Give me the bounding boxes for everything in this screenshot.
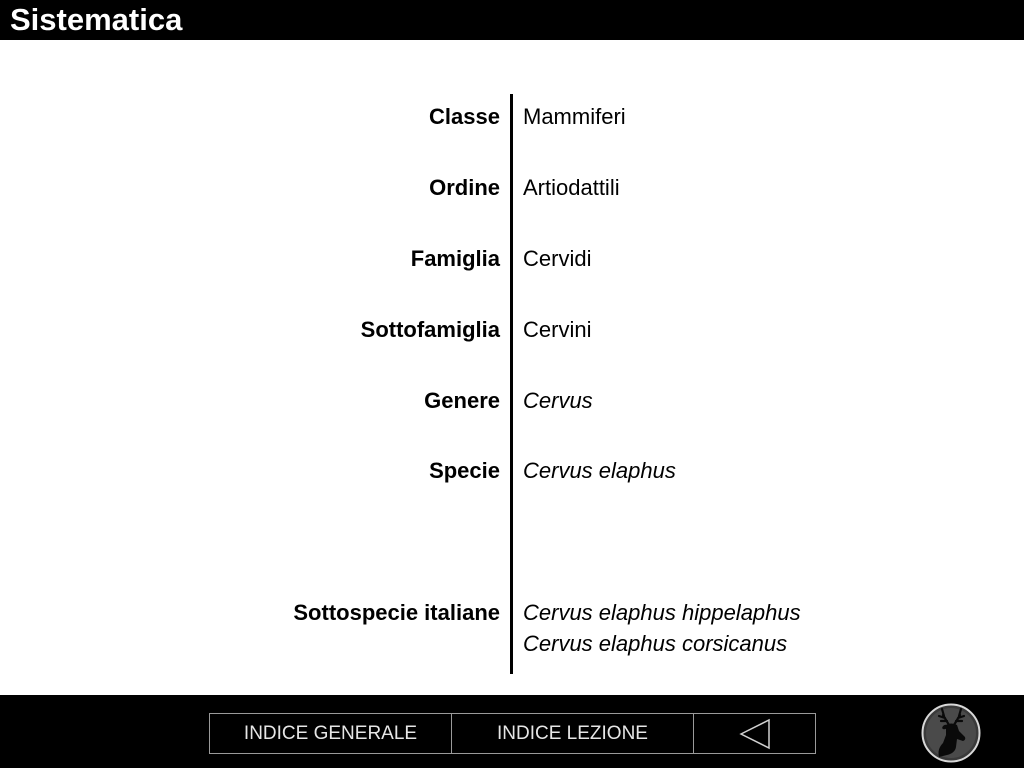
back-button[interactable] (694, 714, 815, 753)
label-ordine: Ordine (429, 175, 500, 200)
label-famiglia: Famiglia (410, 246, 500, 271)
value-genere: Cervus (523, 388, 593, 413)
value-sottospecie-2: Cervus elaphus corsicanus (523, 631, 788, 656)
general-index-button[interactable]: INDICE GENERALE (210, 714, 452, 753)
footer-bar (0, 695, 1024, 768)
value-classe: Mammiferi (523, 104, 626, 129)
triangle-left-icon (738, 718, 772, 750)
value-ordine: Artiodattili (523, 175, 620, 200)
divider-line (510, 94, 513, 674)
value-specie: Cervus elaphus (523, 458, 676, 483)
deer-head-icon (921, 703, 981, 763)
page-title: Sistematica (10, 2, 183, 37)
value-sottospecie-1: Cervus elaphus hippelaphus (523, 600, 801, 625)
label-sottofamiglia: Sottofamiglia (360, 317, 500, 342)
label-specie: Specie (429, 458, 500, 483)
label-sottospecie: Sottospecie italiane (293, 600, 500, 625)
label-classe: Classe (429, 104, 500, 129)
value-famiglia: Cervidi (523, 246, 592, 271)
nav-bar (209, 713, 816, 754)
label-genere: Genere (424, 388, 500, 413)
value-sottofamiglia: Cervini (523, 317, 592, 342)
lesson-index-button[interactable]: INDICE LEZIONE (452, 714, 694, 753)
